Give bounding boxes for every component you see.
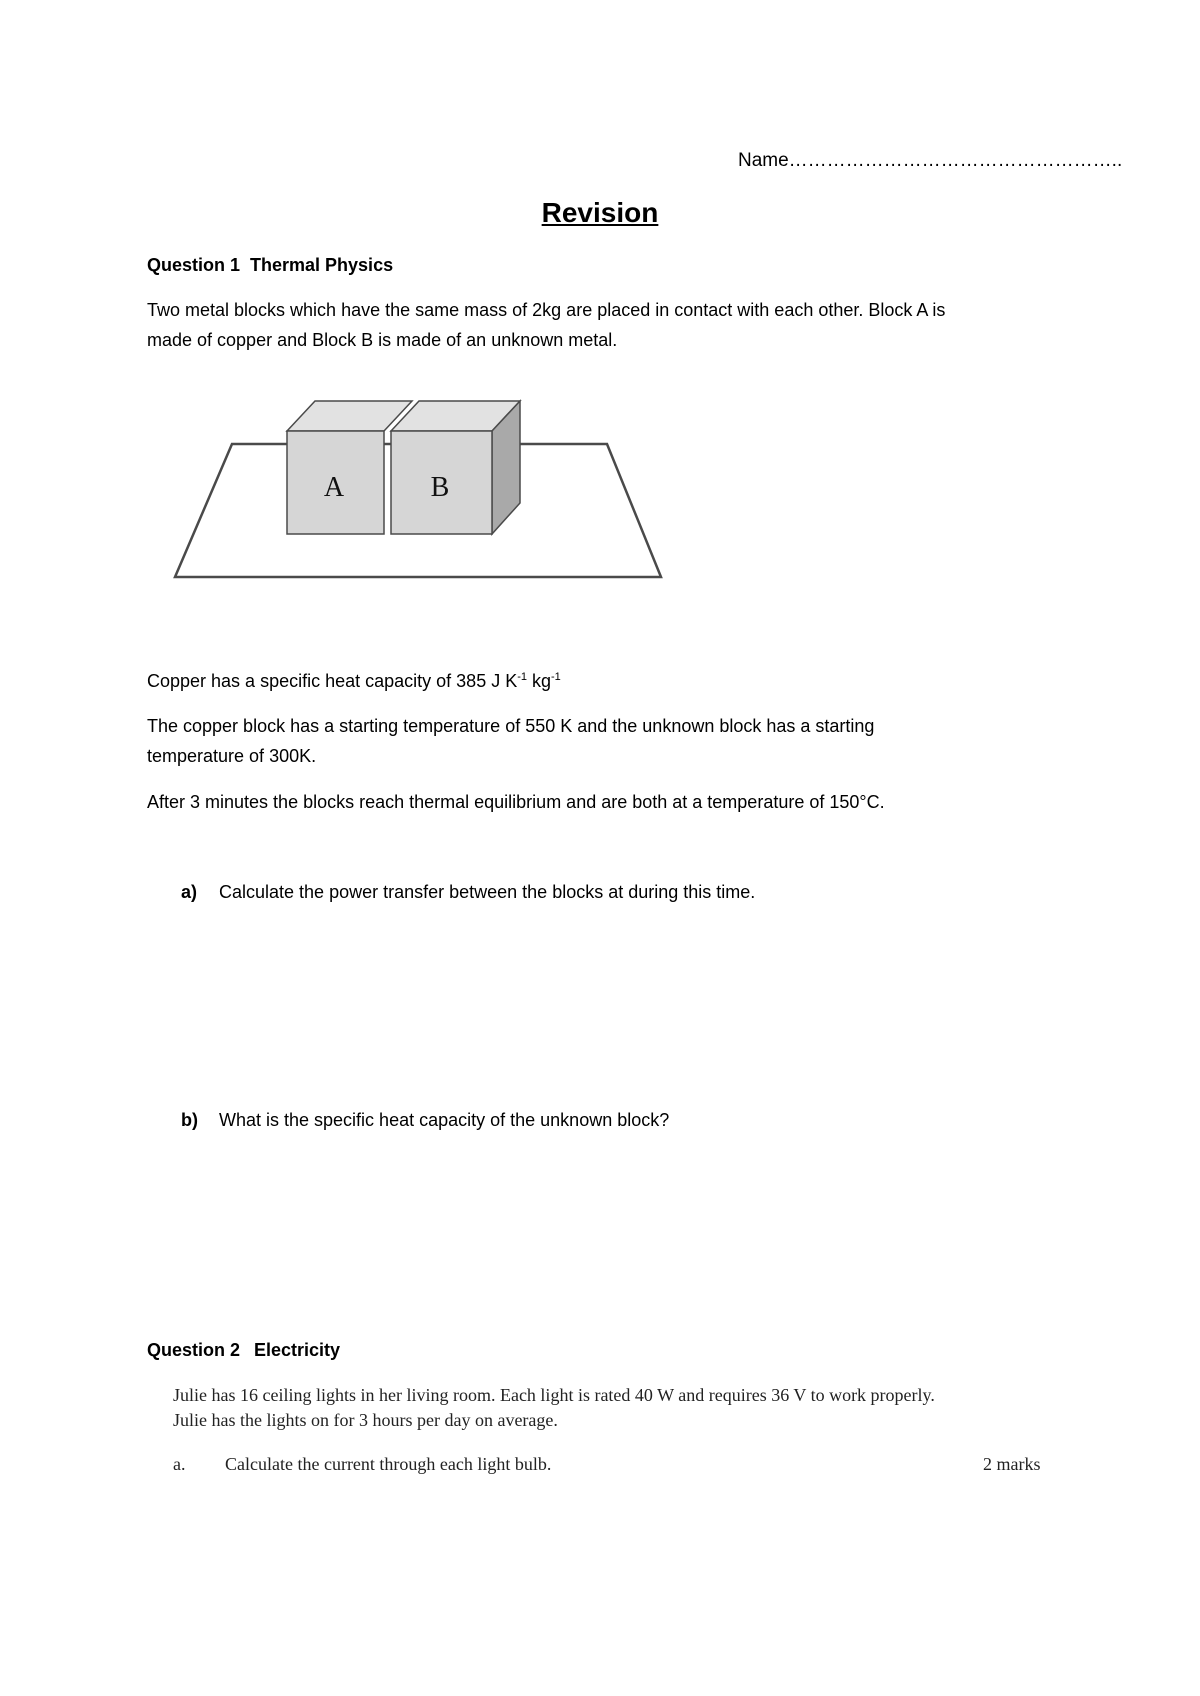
page-title: Revision xyxy=(541,197,659,228)
part-a-marker: a) xyxy=(181,882,198,902)
question-2-topic: Electricity xyxy=(254,1340,341,1360)
question-1-number: Question 1 xyxy=(147,255,241,275)
name-field-line: Name…………………………………………….. xyxy=(738,150,1123,171)
question-1-topic: Thermal Physics xyxy=(250,255,394,275)
question-1-part-b xyxy=(181,1110,669,1131)
copper-specific-heat xyxy=(147,666,561,696)
block-a-label: A xyxy=(323,472,345,503)
question-2-heading xyxy=(147,1340,340,1361)
question-2-part-a-text: Calculate the current through each light bulb. xyxy=(225,1454,552,1474)
block-b-label: B xyxy=(430,472,450,503)
copper-shc-unit-kg: kg xyxy=(527,671,552,691)
question-1-intro-line-2: made of copper and Block B is made of an unknown metal. xyxy=(147,330,618,350)
question-1-intro-line-1: Two metal blocks which have the same mass of 2kg are placed in contact with each other. Block A is xyxy=(147,300,946,320)
blocks-diagram xyxy=(170,395,670,590)
part-b-marker: b) xyxy=(181,1110,198,1130)
copper-shc-text: Copper has a specific heat capacity of 385 J K xyxy=(147,671,518,691)
start-temperature-line-1: The copper block has a starting temperature of 550 K and the unknown block has a starting xyxy=(147,716,875,736)
start-temperature-line-2: temperature of 300K. xyxy=(147,746,317,766)
equilibrium-statement: After 3 minutes the blocks reach thermal equilibrium and are both at a temperature of 150°C. xyxy=(147,792,885,812)
question-1-heading xyxy=(147,255,393,276)
question-2-part-a-marks: 2 marks xyxy=(983,1454,1041,1474)
part-a-text: Calculate the power transfer between the blocks at during this time. xyxy=(219,882,756,902)
block-b xyxy=(391,401,520,534)
copper-shc-exponent-2: -1 xyxy=(551,671,561,683)
question-2-number: Question 2 xyxy=(147,1340,241,1360)
question-2-intro-line-2: Julie has the lights on for 3 hours per day on average. xyxy=(173,1410,558,1430)
part-b-text: What is the specific heat capacity of the unknown block? xyxy=(219,1110,670,1130)
question-2-intro-line-1: Julie has 16 ceiling lights in her living room. Each light is rated 40 W and requires 36 V to work properly. xyxy=(173,1385,935,1405)
question-2-part-a-marker: a. xyxy=(173,1454,186,1474)
copper-shc-exponent-1: -1 xyxy=(517,671,527,683)
question-1-part-a xyxy=(181,882,755,903)
